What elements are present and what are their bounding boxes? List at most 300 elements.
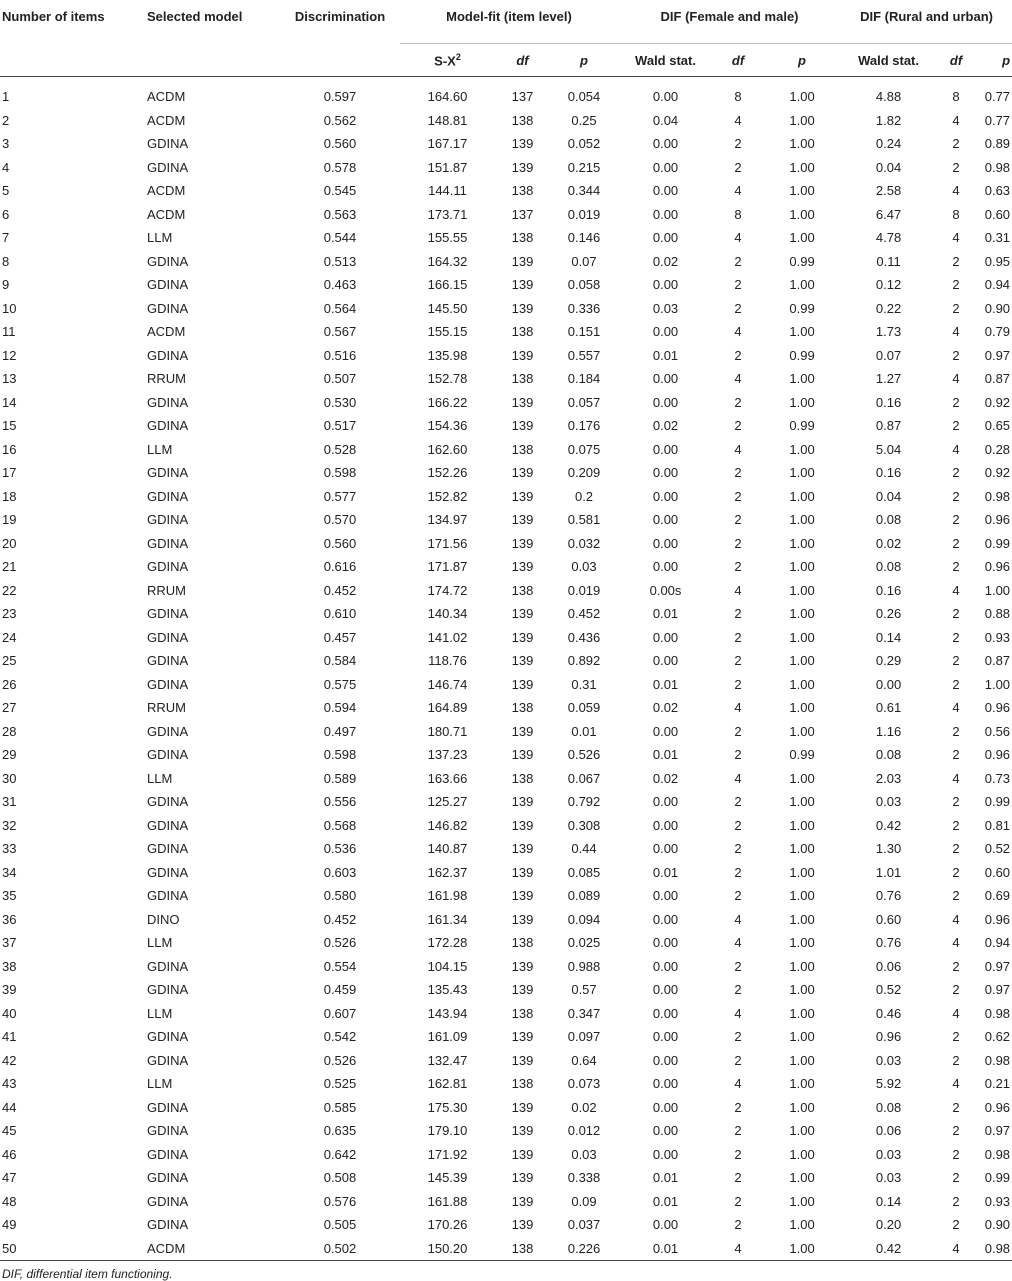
cell-discrimination: 0.508 (323, 1170, 357, 1186)
cell-fit-p: 0.336 (567, 300, 601, 316)
cell-fit-df: 139 (511, 465, 534, 481)
cell-discrimination: 0.507 (323, 371, 357, 387)
table-row (0, 438, 1012, 462)
cell-gender-p: 1.00 (789, 606, 815, 622)
cell-area-df: 2 (952, 1099, 960, 1115)
cell-gender-wald: 0.01 (652, 1170, 679, 1186)
cell-discrimination: 0.513 (323, 253, 357, 269)
cell-area-p: 0.90 (984, 1217, 1011, 1233)
cell-fit-df: 139 (511, 512, 534, 528)
table-row (0, 743, 1012, 767)
cell-area-df: 2 (952, 841, 960, 857)
table-row (0, 1237, 1012, 1261)
cell-gender-p: 1.00 (789, 112, 815, 128)
cell-gender-df: 8 (734, 206, 742, 222)
cell-item-number: 33 (2, 841, 17, 857)
cell-sx2: 173.71 (427, 206, 468, 222)
cell-area-wald: 0.42 (875, 817, 902, 833)
cell-area-df: 4 (952, 700, 960, 716)
cell-fit-p: 0.64 (571, 1052, 597, 1068)
cell-area-wald: 5.04 (875, 441, 902, 457)
cell-gender-p: 1.00 (789, 159, 815, 175)
cell-fit-p: 0.892 (567, 653, 601, 669)
cell-item-number: 46 (2, 1146, 17, 1162)
cell-gender-p: 1.00 (789, 888, 815, 904)
table-row (0, 1072, 1012, 1096)
cell-area-df: 4 (952, 371, 960, 387)
cell-gender-wald: 0.00 (652, 723, 679, 739)
cell-gender-df: 4 (734, 700, 742, 716)
cell-sx2: 155.15 (427, 324, 468, 340)
cell-discrimination: 0.525 (323, 1076, 357, 1092)
cell-fit-p: 0.057 (567, 394, 601, 410)
table-row (0, 273, 1012, 297)
cell-area-wald: 4.78 (875, 230, 902, 246)
header-model-fit: Model-fit (item level) (400, 0, 618, 44)
table-row (0, 156, 1012, 180)
cell-sx2: 144.11 (428, 183, 467, 199)
cell-gender-p: 1.00 (789, 1005, 815, 1021)
cell-gender-df: 2 (734, 1146, 742, 1162)
cell-discrimination: 0.554 (323, 958, 357, 974)
cell-area-p: 0.97 (984, 1123, 1011, 1139)
cell-area-wald: 0.04 (875, 488, 902, 504)
cell-item-number: 50 (0, 1237, 145, 1261)
cell-gender-p: 1.00 (789, 324, 815, 340)
cell-fit-df: 138 (511, 1076, 534, 1092)
cell-area-df: 2 (952, 723, 960, 739)
cell-area-p: 0.60 (984, 206, 1011, 222)
header-area-p: p (1002, 52, 1011, 68)
cell-fit-p: 0.067 (567, 770, 601, 786)
cell-sx2: 175.30 (427, 1099, 468, 1115)
cell-model: GDINA (147, 1170, 189, 1186)
cell-item-number: 9 (2, 277, 10, 293)
cell-discrimination: 0.457 (323, 629, 357, 645)
cell-model: GDINA (147, 606, 189, 622)
cell-discrimination: 0.563 (323, 206, 357, 222)
cell-fit-p: 0.209 (567, 465, 601, 481)
cell-fit-p: 0.012 (567, 1123, 601, 1139)
cell-area-df: 2 (952, 629, 960, 645)
cell-area-wald: 5.92 (875, 1076, 902, 1092)
cell-gender-p: 1.00 (789, 465, 815, 481)
cell-model: LLM (147, 441, 173, 457)
cell-gender-df: 4 (734, 1076, 742, 1092)
cell-area-p: 0.52 (984, 841, 1011, 857)
cell-fit-df: 139 (511, 1193, 534, 1209)
header-fit-p: p (580, 52, 588, 68)
cell-area-p: 0.98 (984, 488, 1011, 504)
cell-gender-wald: 0.03 (652, 300, 679, 316)
header-items: Number of items (2, 9, 105, 24)
cell-gender-p: 1.00 (789, 935, 815, 951)
table-row (0, 203, 1012, 227)
cell-fit-p: 0.073 (567, 1076, 601, 1092)
cell-area-df: 2 (952, 277, 960, 293)
cell-item-number: 43 (2, 1076, 17, 1092)
cell-fit-df: 138 (511, 770, 534, 786)
cell-gender-wald: 0.00 (652, 1052, 679, 1068)
cell-item-number: 24 (2, 629, 17, 645)
cell-fit-df: 138 (511, 1005, 534, 1021)
cell-gender-df: 2 (734, 159, 742, 175)
cell-model: ACDM (145, 77, 280, 109)
cell-fit-df: 138 (511, 582, 534, 598)
cell-area-df: 2 (952, 559, 960, 575)
cell-area-df: 4 (952, 770, 960, 786)
cell-gender-p: 1.00 (789, 1029, 815, 1045)
cell-gender-p: 1.00 (763, 77, 841, 109)
cell-area-wald: 2.58 (875, 183, 902, 199)
cell-gender-wald: 0.00 (652, 935, 679, 951)
cell-fit-p: 0.059 (567, 700, 601, 716)
cell-fit-df: 139 (511, 653, 534, 669)
cell-fit-df: 139 (511, 535, 534, 551)
cell-area-wald: 0.16 (875, 465, 902, 481)
cell-area-p: 0.94 (984, 935, 1011, 951)
cell-gender-p: 1.00 (789, 841, 815, 857)
table-row (0, 767, 1012, 791)
cell-gender-p: 0.99 (789, 347, 815, 363)
cell-model: GDINA (147, 136, 189, 152)
cell-area-wald: 0.00 (875, 676, 902, 692)
cell-area-p: 0.69 (984, 888, 1011, 904)
cell-fit-p: 0.25 (571, 112, 597, 128)
cell-gender-df: 4 (734, 441, 742, 457)
cell-item-number: 21 (2, 559, 17, 575)
cell-gender-wald: 0.00 (652, 982, 679, 998)
cell-gender-df: 4 (734, 112, 742, 128)
cell-area-wald: 1.16 (875, 723, 902, 739)
cell-gender-df: 4 (713, 1237, 763, 1261)
cell-area-p: 0.98 (984, 1052, 1011, 1068)
cell-gender-wald: 0.04 (652, 112, 679, 128)
cell-gender-df: 2 (734, 747, 742, 763)
cell-area-wald: 0.12 (875, 277, 902, 293)
table-row (0, 861, 1012, 885)
cell-fit-p: 0.058 (567, 277, 601, 293)
cell-model: GDINA (147, 535, 189, 551)
cell-model: GDINA (147, 864, 189, 880)
table-row (0, 1096, 1012, 1120)
cell-fit-df: 139 (511, 1029, 534, 1045)
cell-area-p: 0.93 (984, 629, 1011, 645)
cell-area-wald: 0.03 (875, 794, 902, 810)
cell-area-df: 2 (952, 1029, 960, 1045)
cell-area-wald: 0.24 (875, 136, 902, 152)
cell-gender-p: 0.99 (789, 747, 815, 763)
cell-discrimination: 0.526 (323, 1052, 357, 1068)
cell-gender-wald: 0.02 (652, 770, 679, 786)
cell-gender-df: 2 (734, 676, 742, 692)
table-row (0, 649, 1012, 673)
cell-area-df: 2 (952, 1146, 960, 1162)
cell-discrimination: 0.576 (323, 1193, 357, 1209)
cell-area-p: 0.97 (984, 958, 1011, 974)
cell-item-number: 41 (2, 1029, 17, 1045)
cell-area-df: 2 (952, 465, 960, 481)
cell-area-wald: 0.08 (875, 559, 902, 575)
cell-gender-df: 2 (734, 1052, 742, 1068)
cell-sx2: 150.20 (400, 1237, 495, 1261)
cell-fit-df: 139 (511, 911, 534, 927)
table-row (0, 414, 1012, 438)
cell-discrimination: 0.556 (323, 794, 357, 810)
cell-gender-wald: 0.01 (618, 1237, 713, 1261)
cell-area-wald: 0.02 (875, 535, 902, 551)
cell-fit-df: 138 (495, 1237, 550, 1261)
cell-area-df: 4 (936, 1237, 976, 1261)
cell-gender-wald: 0.00 (652, 488, 679, 504)
cell-item-number: 13 (2, 371, 17, 387)
cell-gender-df: 2 (734, 512, 742, 528)
cell-area-wald: 0.14 (875, 1193, 902, 1209)
cell-sx2: 104.15 (427, 958, 468, 974)
cell-gender-wald: 0.00 (652, 465, 679, 481)
cell-sx2: 180.71 (427, 723, 468, 739)
cell-fit-df: 139 (511, 277, 534, 293)
cell-sx2: 171.56 (427, 535, 468, 551)
cell-model: GDINA (147, 1099, 189, 1115)
cell-fit-p: 0.075 (567, 441, 601, 457)
cell-area-wald: 0.76 (875, 935, 902, 951)
cell-area-p: 0.99 (984, 535, 1011, 551)
cell-gender-df: 2 (734, 794, 742, 810)
cell-fit-p: 0.03 (571, 559, 597, 575)
cell-sx2: 155.55 (427, 230, 468, 246)
cell-fit-p: 0.085 (567, 864, 601, 880)
cell-fit-df: 139 (511, 841, 534, 857)
cell-fit-df: 139 (511, 629, 534, 645)
cell-sx2: 163.66 (427, 770, 468, 786)
cell-gender-df: 2 (734, 864, 742, 880)
table-row (0, 508, 1012, 532)
header-fit-df: df (516, 52, 529, 68)
cell-model: ACDM (147, 324, 186, 340)
sx2-label: S-X (434, 53, 456, 69)
cell-gender-wald: 0.00 (652, 1217, 679, 1233)
cell-gender-p: 1.00 (789, 371, 815, 387)
cell-gender-p: 1.00 (789, 817, 815, 833)
cell-sx2: 152.82 (427, 488, 468, 504)
cell-gender-p: 1.00 (789, 794, 815, 810)
cell-area-p: 0.62 (984, 1029, 1011, 1045)
cell-fit-df: 139 (511, 253, 534, 269)
cell-discrimination: 0.584 (323, 653, 357, 669)
cell-area-wald: 0.03 (875, 1170, 902, 1186)
cell-fit-p: 0.215 (567, 159, 601, 175)
cell-area-p: 0.98 (984, 1146, 1011, 1162)
sx2-superscript: 2 (455, 51, 461, 62)
cell-sx2: 146.82 (427, 817, 468, 833)
table-row (0, 179, 1012, 203)
cell-fit-p: 0.581 (567, 512, 601, 528)
cell-discrimination: 0.528 (323, 441, 357, 457)
cell-area-p: 0.98 (976, 1237, 1012, 1261)
cell-area-p: 0.92 (984, 394, 1011, 410)
cell-discrimination: 0.594 (323, 700, 357, 716)
cell-area-wald: 0.60 (875, 911, 902, 927)
cell-model: GDINA (147, 653, 189, 669)
table-row (0, 673, 1012, 697)
table-row (0, 696, 1012, 720)
cell-area-wald: 1.73 (875, 324, 902, 340)
cell-sx2: 154.36 (427, 418, 468, 434)
cell-gender-wald: 0.00 (652, 1029, 679, 1045)
cell-model: GDINA (147, 747, 189, 763)
cell-item-number: 45 (2, 1123, 17, 1139)
cell-model: GDINA (147, 465, 189, 481)
table-row (0, 884, 1012, 908)
cell-fit-df: 139 (511, 888, 534, 904)
cell-discrimination: 0.452 (323, 911, 357, 927)
cell-discrimination: 0.463 (323, 277, 357, 293)
cell-gender-p: 1.00 (789, 1076, 815, 1092)
cell-fit-p: 0.097 (567, 1029, 601, 1045)
cell-area-wald: 0.11 (876, 253, 901, 269)
cell-discrimination: 0.616 (323, 559, 357, 575)
table-row (0, 1213, 1012, 1237)
cell-gender-df: 2 (734, 277, 742, 293)
header-model: Selected model (147, 9, 243, 24)
cell-gender-df: 2 (734, 817, 742, 833)
table-row (0, 720, 1012, 744)
cell-sx2: 164.60 (400, 77, 495, 109)
cell-area-df: 2 (952, 347, 960, 363)
cell-fit-p: 0.054 (550, 77, 618, 109)
cell-discrimination: 0.585 (323, 1099, 357, 1115)
cell-sx2: 161.34 (427, 911, 468, 927)
cell-area-df: 2 (952, 958, 960, 974)
cell-gender-df: 2 (734, 653, 742, 669)
cell-discrimination: 0.459 (323, 982, 357, 998)
cell-gender-wald: 0.00 (652, 653, 679, 669)
cell-gender-wald: 0.00 (652, 1123, 679, 1139)
cell-item-number: 18 (2, 488, 17, 504)
cell-model: GDINA (147, 1123, 189, 1139)
cell-fit-p: 0.308 (567, 817, 601, 833)
cell-model: GDINA (147, 676, 189, 692)
cell-area-df: 2 (952, 300, 960, 316)
cell-model: LLM (147, 1076, 173, 1092)
cell-model: GDINA (147, 723, 189, 739)
cell-item-number: 40 (2, 1005, 17, 1021)
cell-gender-df: 2 (734, 300, 742, 316)
cell-discrimination: 0.452 (323, 582, 357, 598)
cell-gender-p: 1.00 (763, 1237, 841, 1261)
table-row (0, 132, 1012, 156)
cell-model: ACDM (147, 206, 186, 222)
cell-gender-df: 4 (734, 911, 742, 927)
cell-sx2: 118.76 (428, 653, 467, 669)
cell-item-number: 42 (2, 1052, 17, 1068)
cell-gender-wald: 0.00 (652, 371, 679, 387)
cell-area-wald: 0.87 (875, 418, 902, 434)
cell-item-number: 26 (2, 676, 17, 692)
cell-area-wald: 0.03 (875, 1052, 902, 1068)
cell-fit-df: 138 (511, 324, 534, 340)
table-row (0, 931, 1012, 955)
cell-area-wald: 0.22 (875, 300, 902, 316)
cell-gender-df: 2 (734, 1123, 742, 1139)
cell-gender-p: 1.00 (789, 676, 815, 692)
cell-item-number: 32 (2, 817, 17, 833)
cell-area-wald: 0.42 (841, 1237, 936, 1261)
cell-gender-p: 1.00 (789, 1146, 815, 1162)
cell-gender-wald: 0.02 (652, 253, 679, 269)
cell-fit-p: 0.176 (567, 418, 601, 434)
cell-discrimination: 0.567 (323, 324, 357, 340)
cell-gender-p: 1.00 (789, 535, 815, 551)
cell-item-number: 34 (2, 864, 17, 880)
cell-gender-wald: 0.01 (652, 1193, 679, 1209)
cell-fit-p: 0.01 (571, 723, 597, 739)
cell-gender-df: 2 (734, 488, 742, 504)
cell-discrimination: 0.536 (323, 841, 357, 857)
cell-gender-wald: 0.00 (652, 512, 679, 528)
table-row (0, 1049, 1012, 1073)
cell-area-p: 0.96 (984, 559, 1011, 575)
cell-item-number: 8 (2, 253, 10, 269)
cell-area-p: 0.99 (984, 1170, 1011, 1186)
cell-gender-df: 2 (734, 465, 742, 481)
header-gender-df: df (731, 52, 745, 68)
table-row (0, 250, 1012, 274)
header-area-df: df (949, 52, 963, 68)
cell-gender-df: 2 (734, 347, 742, 363)
table-row (0, 602, 1012, 626)
cell-gender-df: 2 (734, 982, 742, 998)
cell-item-number: 2 (2, 112, 10, 128)
cell-discrimination: 0.544 (323, 230, 357, 246)
cell-fit-p: 0.094 (567, 911, 601, 927)
cell-fit-p: 0.037 (567, 1217, 601, 1233)
cell-gender-p: 1.00 (789, 1170, 815, 1186)
cell-gender-p: 1.00 (789, 230, 815, 246)
cell-gender-p: 1.00 (789, 183, 815, 199)
cell-gender-df: 2 (734, 1217, 742, 1233)
cell-fit-df: 139 (511, 1170, 534, 1186)
table-header (0, 0, 1012, 77)
cell-area-p: 0.98 (984, 159, 1011, 175)
cell-area-p: 0.96 (984, 512, 1011, 528)
cell-area-wald: 1.30 (875, 841, 902, 857)
cell-fit-df: 139 (511, 559, 534, 575)
table-row (0, 1002, 1012, 1026)
cell-gender-df: 4 (734, 324, 742, 340)
cell-area-wald: 2.03 (875, 770, 902, 786)
cell-sx2: 161.98 (427, 888, 468, 904)
cell-item-number: 1 (0, 77, 145, 109)
cell-item-number: 7 (2, 230, 10, 246)
cell-gender-p: 1.00 (789, 394, 815, 410)
cell-fit-df: 139 (511, 136, 534, 152)
cell-gender-df: 2 (734, 136, 742, 152)
cell-item-number: 47 (2, 1170, 17, 1186)
cell-model: GDINA (147, 418, 189, 434)
cell-fit-df: 139 (511, 958, 534, 974)
cell-model: GDINA (147, 982, 189, 998)
cell-area-p: 0.28 (984, 441, 1011, 457)
cell-fit-df: 139 (511, 1217, 534, 1233)
cell-discrimination: 0.578 (323, 159, 357, 175)
cell-area-df: 4 (952, 935, 960, 951)
cell-fit-p: 0.03 (571, 1146, 597, 1162)
cell-area-p: 0.21 (984, 1076, 1011, 1092)
cell-gender-wald: 0.00 (652, 888, 679, 904)
cell-sx2: 137.23 (427, 747, 468, 763)
